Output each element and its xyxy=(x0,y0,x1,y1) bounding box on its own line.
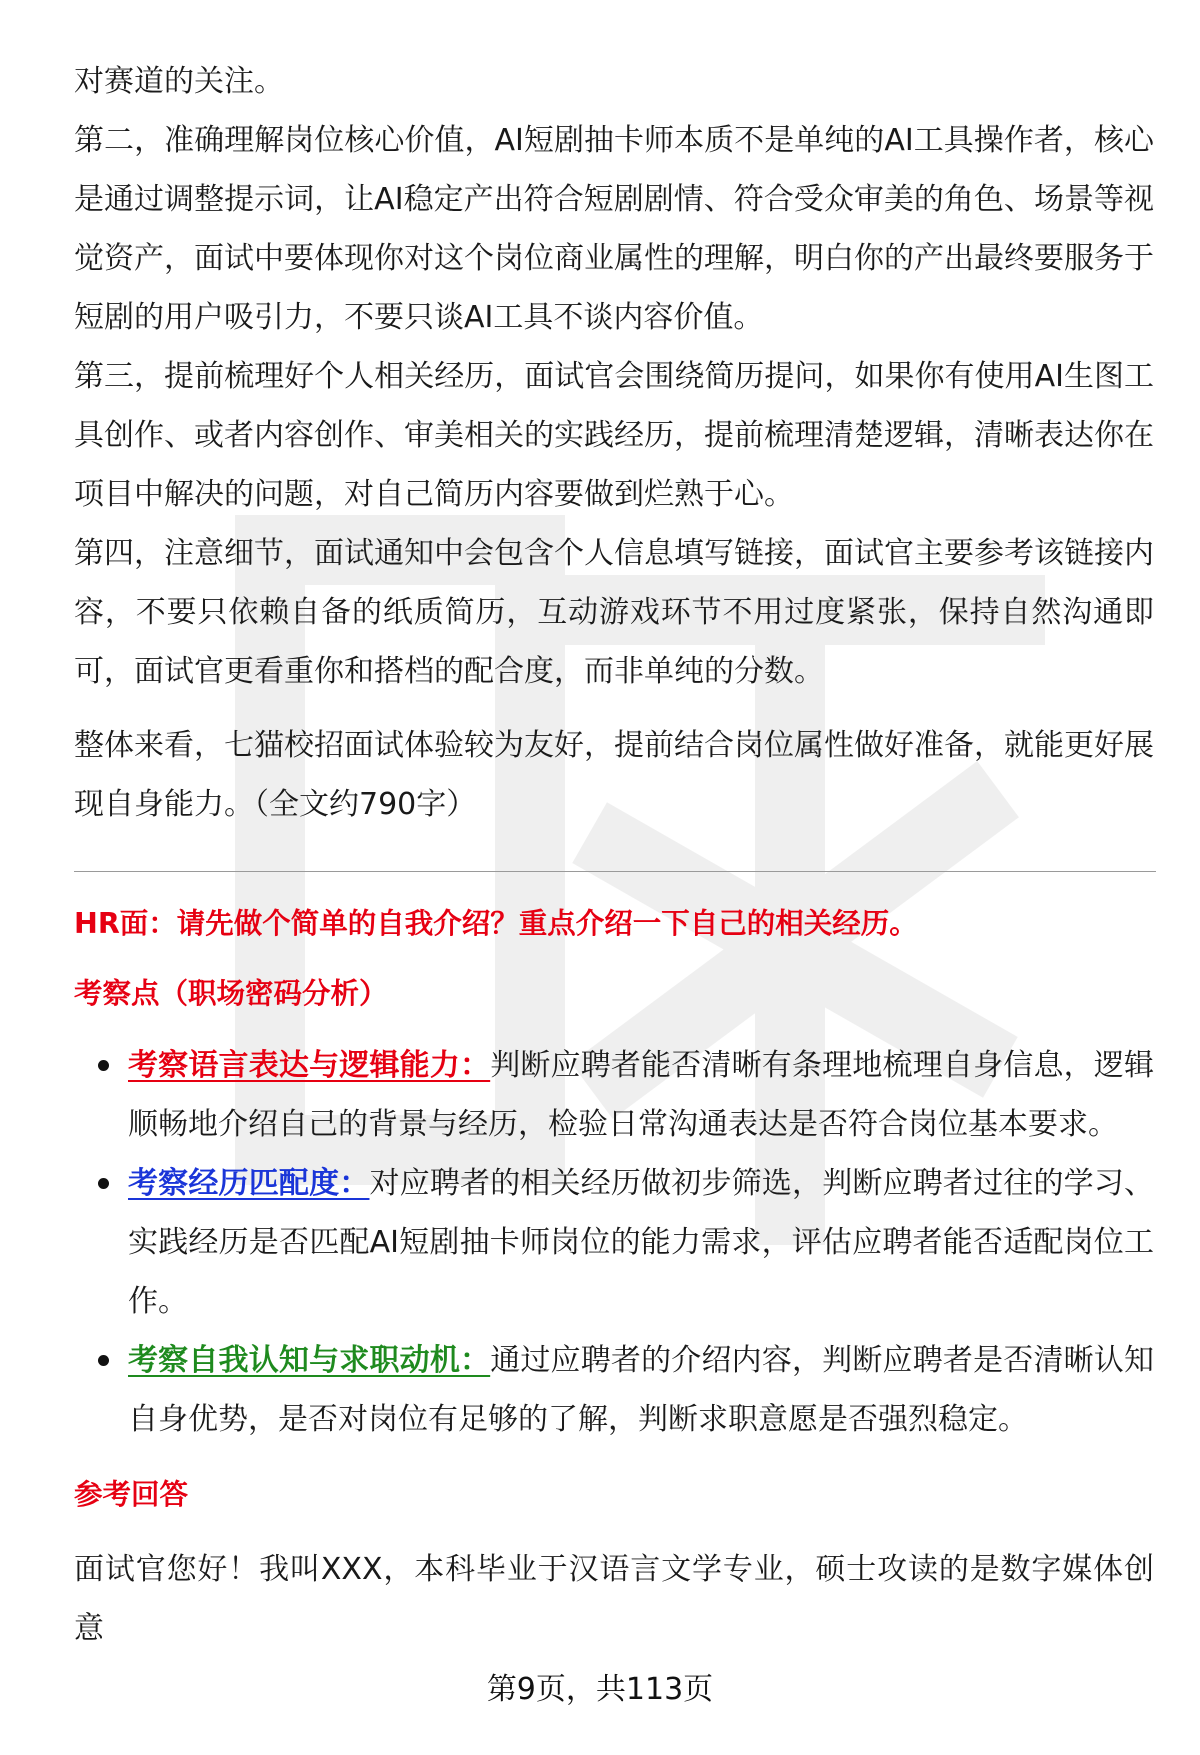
point-text: 对应聘者的相关经历做初步筛选，判断应聘者过往的学习、实践经历是否匹配AI短剧抽卡师岗位的能力需求，评估应聘者能否适配岗位工作。 xyxy=(128,1166,1155,1319)
point-text: 通过应聘者的介绍内容，判断应聘者是否清晰认知自身优势，是否对岗位有足够的了解，判断求职意愿是否强烈稳定。 xyxy=(128,1343,1155,1437)
bullet-icon xyxy=(98,1355,109,1366)
section-divider xyxy=(74,871,1156,872)
list-item xyxy=(74,1154,1154,1331)
answer-text: 面试官您好！我叫XXX，本科毕业于汉语言文学专业，硕士攻读的是数字媒体创意 xyxy=(74,1552,1154,1646)
paragraph-fourth-tip: 第四，注意细节，面试通知中会包含个人信息填写链接，面试官主要参考该链接内容，不要只依赖自备的纸质简历，互动游戏环节不用过度紧张，保持自然沟通即可，面试官更看重你和搭档的配合度，而非单纯的分数。 xyxy=(74,536,1154,689)
page-content xyxy=(74,52,1154,1658)
interview-question: HR面：请先做个简单的自我介绍？重点介绍一下自己的相关经历。 xyxy=(74,907,918,940)
paragraph-continued: 对赛道的关注。 xyxy=(74,64,284,99)
point-text: 判断应聘者能否清晰有条理地梳理自身信息，逻辑顺畅地介绍自己的背景与经历，检验日常沟通表达是否符合岗位基本要求。 xyxy=(128,1048,1155,1142)
paragraph-third-tip: 第三，提前梳理好个人相关经历，面试官会围绕简历提问，如果你有使用AI生图工具创作、或者内容创作、审美相关的实践经历，提前梳理清楚逻辑，清晰表达你在项目中解决的问题，对自己简历内容要做到烂熟于心。 xyxy=(74,359,1154,512)
point-keyword: 考察自我认知与求职动机： xyxy=(128,1343,491,1378)
page-number: 第9页，共113页 xyxy=(486,1672,714,1707)
bullet-icon xyxy=(98,1060,109,1071)
paragraph-summary: 整体来看，七猫校招面试体验较为友好，提前结合岗位属性做好准备，就能更好展现自身能力。（全文约790字） xyxy=(74,728,1154,822)
list-item xyxy=(74,1331,1154,1449)
paragraph-second-tip: 第二，准确理解岗位核心价值，AI短剧抽卡师本质不是单纯的AI工具操作者，核心是通过调整提示词，让AI稳定产出符合短剧剧情、符合受众审美的角色、场景等视觉资产，面试中要体现你对这个岗位商业属性的理解，明白你的产出最终要服务于短剧的用户吸引力，不要只谈AI工具不谈内容价值。 xyxy=(74,123,1154,335)
answer-heading: 参考回答 xyxy=(74,1478,189,1511)
list-item xyxy=(74,1036,1154,1154)
analysis-points-list xyxy=(74,1036,1154,1449)
bullet-icon xyxy=(98,1178,109,1189)
analysis-heading: 考察点（职场密码分析） xyxy=(74,977,388,1010)
point-keyword: 考察经历匹配度： xyxy=(128,1166,370,1201)
point-keyword: 考察语言表达与逻辑能力： xyxy=(128,1048,491,1083)
